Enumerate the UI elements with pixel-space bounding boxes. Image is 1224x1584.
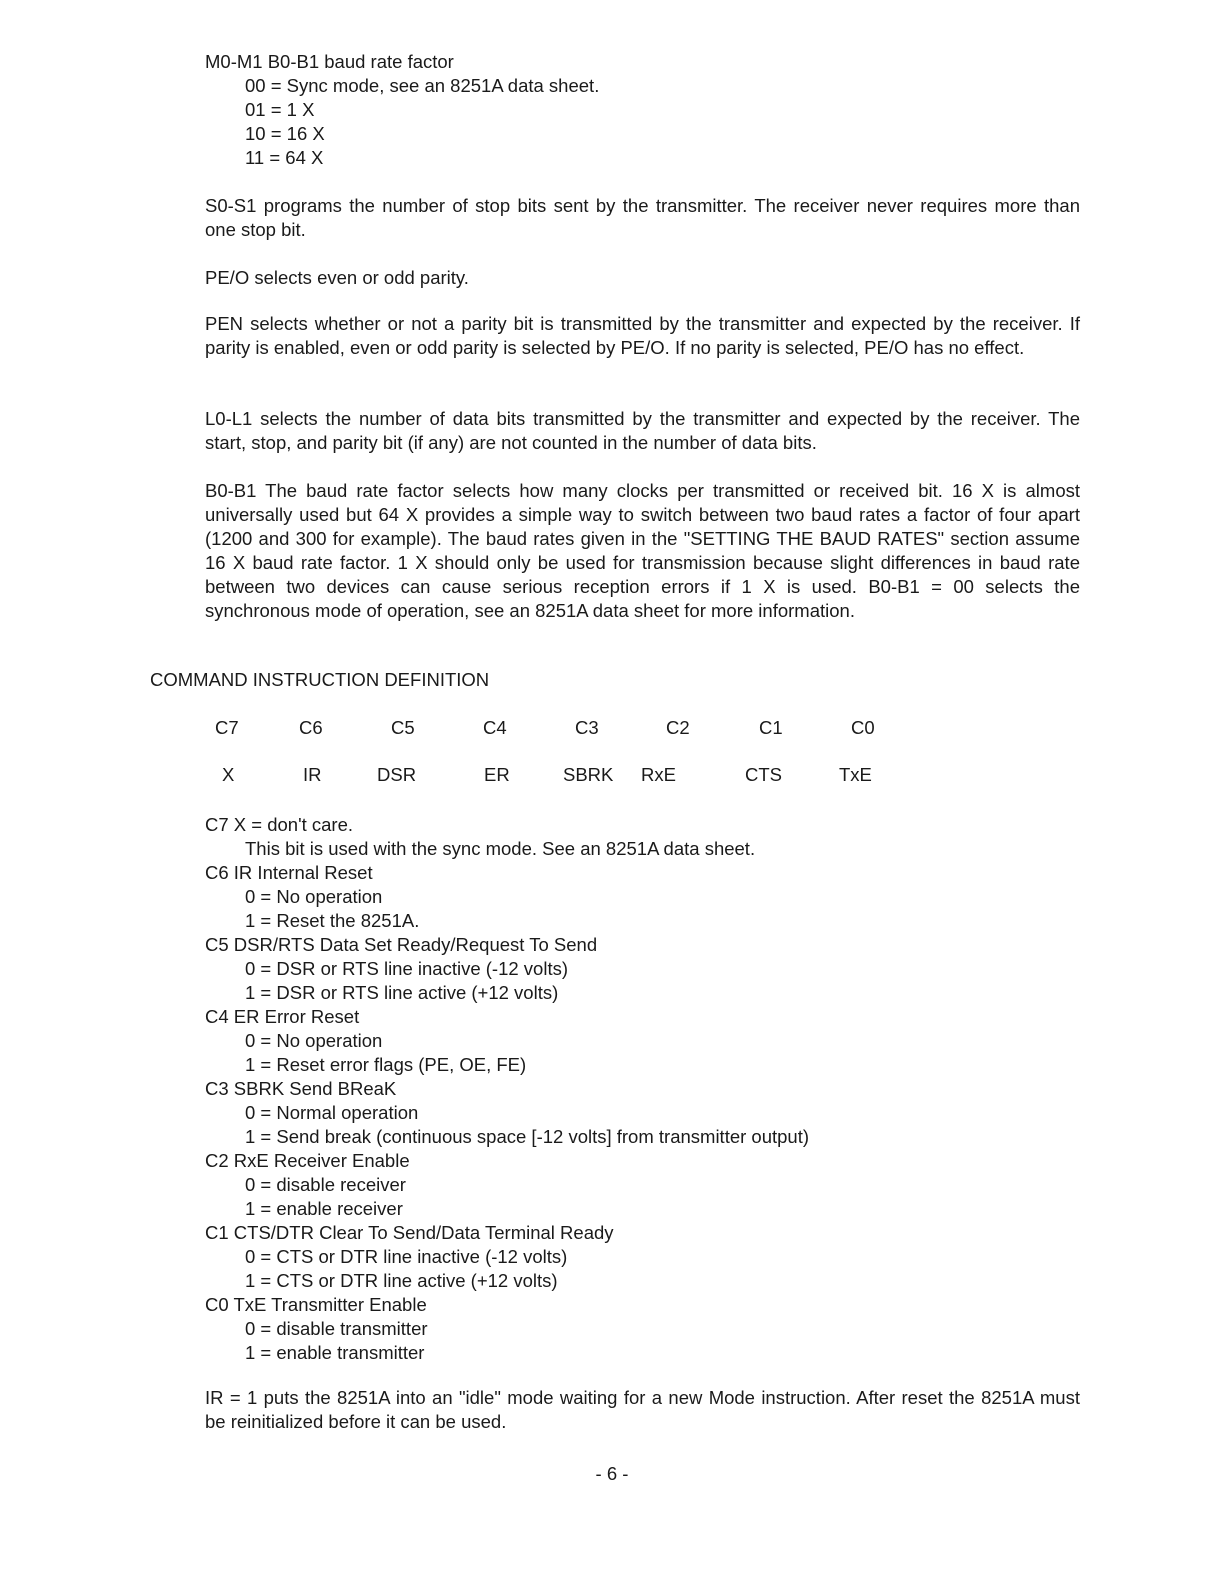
bit-name: DSR xyxy=(377,764,417,785)
baud-option: 11 = 64 X xyxy=(245,147,324,168)
bit-name: RxE xyxy=(641,764,676,785)
baud-option: 00 = Sync mode, see an 8251A data sheet. xyxy=(245,75,600,96)
bit-label: C0 xyxy=(851,717,875,738)
def-item: 1 = Reset the 8251A. xyxy=(245,910,420,931)
paragraph-stop-bits: S0-S1 programs the number of stop bits sent by the transmitter. The receiver never requires more than one stop bit. xyxy=(205,195,1080,240)
def-title-c4: C4 ER Error Reset xyxy=(205,1006,360,1027)
paragraph-baud-rate-factor: B0-B1 The baud rate factor selects how many clocks per transmitted or received bit. 16 X is almost universally used but 64 X provides a simple way to switch between two baud rates a factor of four apart (1200 and 300 for example). The baud rates given in the "SETTING THE BAUD RATES" section assume 16 X baud rate factor. 1 X should only be used for transmission because slight differences in baud rate between two devices can cause serious reception errors if 1 X is used. B0-B1 = 00 selects the synchronous mode of operation, see an 8251A data sheet for more information. xyxy=(205,480,1080,621)
def-title-c5: C5 DSR/RTS Data Set Ready/Request To Send xyxy=(205,934,598,955)
def-title-c3: C3 SBRK Send BReaK xyxy=(205,1078,397,1099)
def-item: 0 = Normal operation xyxy=(245,1102,419,1123)
def-item: 0 = CTS or DTR line inactive (-12 volts) xyxy=(245,1246,568,1267)
baud-rate-factor-section xyxy=(205,50,1080,170)
bit-label: C1 xyxy=(759,717,783,738)
bit-label: C7 xyxy=(215,717,239,738)
bit-label: C2 xyxy=(666,717,690,738)
command-instruction-heading: COMMAND INSTRUCTION DEFINITION xyxy=(150,669,490,690)
bit-label: C5 xyxy=(391,717,415,738)
def-title-c2: C2 RxE Receiver Enable xyxy=(205,1150,410,1171)
baud-rate-factor-title: M0-M1 B0-B1 baud rate factor xyxy=(205,51,454,72)
def-item: 0 = No operation xyxy=(245,886,383,907)
bit-label: C3 xyxy=(575,717,599,738)
page-number: - 6 - xyxy=(595,1463,629,1484)
def-item: 1 = enable receiver xyxy=(245,1198,403,1219)
def-item: This bit is used with the sync mode. See an 8251A data sheet. xyxy=(245,838,756,859)
baud-option: 01 = 1 X xyxy=(245,99,315,120)
def-item: 1 = Send break (continuous space [-12 volts] from transmitter output) xyxy=(245,1126,810,1147)
def-title-c7: C7 X = don't care. xyxy=(205,814,354,835)
def-item: 0 = No operation xyxy=(245,1030,383,1051)
def-item: 1 = Reset error flags (PE, OE, FE) xyxy=(245,1054,527,1075)
bit-name: CTS xyxy=(745,764,782,785)
paragraph-ir-note: IR = 1 puts the 8251A into an "idle" mode waiting for a new Mode instruction. After reset the 8251A must be reinitialized before it can be used. xyxy=(205,1387,1080,1432)
bit-name: X xyxy=(222,764,235,785)
bit-name: SBRK xyxy=(563,764,614,785)
bit-label: C4 xyxy=(483,717,507,738)
bit-name: TxE xyxy=(839,764,872,785)
def-item: 0 = DSR or RTS line inactive (-12 volts) xyxy=(245,958,569,979)
bit-number-row xyxy=(205,716,905,740)
paragraph-data-bits: L0-L1 selects the number of data bits transmitted by the transmitter and expected by the receiver. The start, stop, and parity bit (if any) are not counted in the number of data bits. xyxy=(205,408,1080,453)
def-item: 1 = DSR or RTS line active (+12 volts) xyxy=(245,982,559,1003)
baud-option: 10 = 16 X xyxy=(245,123,325,144)
def-title-c6: C6 IR Internal Reset xyxy=(205,862,373,883)
def-title-c0: C0 TxE Transmitter Enable xyxy=(205,1294,427,1315)
def-item: 1 = enable transmitter xyxy=(245,1342,425,1363)
def-item: 1 = CTS or DTR line active (+12 volts) xyxy=(245,1270,558,1291)
bit-name: IR xyxy=(303,764,322,785)
bit-definitions xyxy=(205,813,1080,1365)
def-title-c1: C1 CTS/DTR Clear To Send/Data Terminal Ready xyxy=(205,1222,614,1243)
bit-name: ER xyxy=(484,764,510,785)
def-item: 0 = disable receiver xyxy=(245,1174,406,1195)
paragraph-parity-enable: PEN selects whether or not a parity bit is transmitted by the transmitter and expected by the receiver. If parity is enabled, even or odd parity is selected by PE/O. If no parity is selected, PE/O has no effect. xyxy=(205,313,1080,358)
paragraph-parity-even-odd: PE/O selects even or odd parity. xyxy=(205,267,469,288)
def-item: 0 = disable transmitter xyxy=(245,1318,428,1339)
bit-label: C6 xyxy=(299,717,323,738)
bit-name-row xyxy=(205,763,905,787)
